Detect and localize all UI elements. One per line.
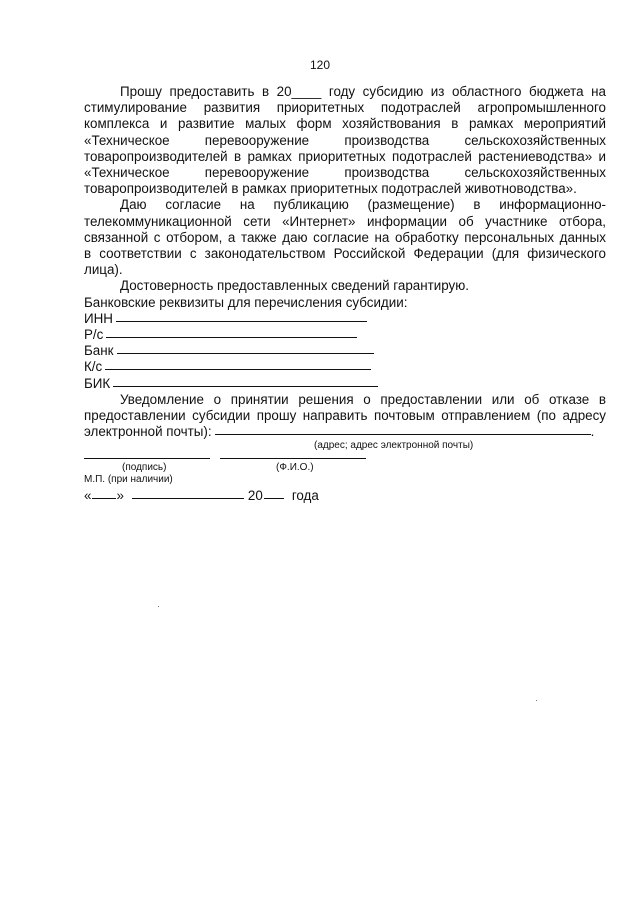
date-open-quote: « bbox=[84, 488, 92, 503]
scan-speck bbox=[158, 606, 159, 607]
stamp-note: М.П. (при наличии) bbox=[84, 474, 173, 485]
address-line[interactable] bbox=[215, 433, 591, 435]
bank-details-heading: Банковские реквизиты для перечисления субсидии: bbox=[84, 294, 408, 310]
consent-line: в соответствии с законодательством Российской Федерации (для физического bbox=[84, 246, 606, 262]
request-line: стимулирование развития приоритетных подотраслей агропромышленного bbox=[84, 100, 606, 116]
consent-line: связанной с отбором, а также даю согласие на обработку персональных данных bbox=[84, 229, 606, 245]
consent-paragraph bbox=[84, 197, 606, 278]
bik-line[interactable] bbox=[113, 385, 378, 387]
bank-label: Банк bbox=[84, 343, 114, 359]
request-line: комплекса и развитие малых форм хозяйствования в рамках мероприятий bbox=[84, 116, 606, 132]
consent-line: Даю согласие на публикацию (размещение) в информационно- bbox=[120, 197, 606, 213]
consent-line: лица). bbox=[84, 262, 123, 278]
date-month-line[interactable] bbox=[132, 497, 244, 499]
bik-field[interactable] bbox=[84, 376, 606, 392]
bank-field[interactable] bbox=[84, 343, 606, 359]
account-line[interactable] bbox=[106, 336, 357, 338]
signature-caption: (подпись) bbox=[122, 462, 167, 473]
name-caption: (Ф.И.О.) bbox=[276, 462, 314, 473]
request-paragraph bbox=[84, 84, 606, 197]
date-day-line[interactable] bbox=[92, 497, 116, 499]
date-year-prefix: 20 bbox=[247, 488, 263, 503]
account-field[interactable] bbox=[84, 327, 606, 343]
notification-line: предоставлении субсидии прошу направить почтовым отправлением (по адресу bbox=[84, 408, 606, 424]
address-field[interactable] bbox=[84, 424, 606, 440]
page-number: 120 bbox=[309, 58, 331, 72]
correspondent-account-line[interactable] bbox=[105, 368, 371, 370]
date-close-quote: » bbox=[116, 488, 124, 503]
correspondent-account-field[interactable] bbox=[84, 359, 606, 375]
notification-line: Уведомление о принятии решения о предоставлении или об отказе в bbox=[120, 391, 606, 407]
address-caption: (адрес; адрес электронной почты) bbox=[314, 440, 474, 452]
inn-field[interactable] bbox=[84, 311, 606, 327]
date-field[interactable] bbox=[84, 488, 319, 504]
inn-line[interactable] bbox=[116, 320, 367, 322]
guarantee-statement: Достоверность предоставленных сведений гарантирую. bbox=[120, 278, 469, 294]
bank-line[interactable] bbox=[117, 352, 374, 354]
request-line: товаропроизводителей в рамках приоритетных подотраслей животноводства». bbox=[84, 181, 577, 197]
account-label: Р/с bbox=[84, 327, 104, 343]
request-line: товаропроизводителей в рамках приоритетных подотраслей растениеводства» и bbox=[84, 148, 606, 164]
request-line: Прошу предоставить в 20____ году субсидию из областного бюджета на bbox=[120, 84, 606, 99]
address-end-mark: . bbox=[590, 424, 595, 440]
inn-label: ИНН bbox=[84, 310, 113, 326]
request-line: «Техническое перевооружение производства сельскохозяйственных bbox=[84, 132, 606, 148]
date-year-line[interactable] bbox=[264, 497, 284, 499]
notification-paragraph bbox=[84, 392, 606, 453]
name-line[interactable] bbox=[220, 458, 366, 459]
request-line: «Техническое перевооружение производства сельскохозяйственных bbox=[84, 165, 606, 181]
correspondent-account-label: К/с bbox=[84, 359, 103, 375]
date-year-word: года bbox=[291, 488, 319, 503]
scan-speck bbox=[536, 700, 537, 701]
bik-label: БИК bbox=[84, 375, 111, 391]
signature-line[interactable] bbox=[84, 458, 210, 459]
consent-line: телекоммуникационной сети «Интернет» информации об участнике отбора, bbox=[84, 213, 606, 229]
form-body bbox=[84, 84, 606, 452]
notification-line: электронной почты): bbox=[84, 424, 212, 440]
